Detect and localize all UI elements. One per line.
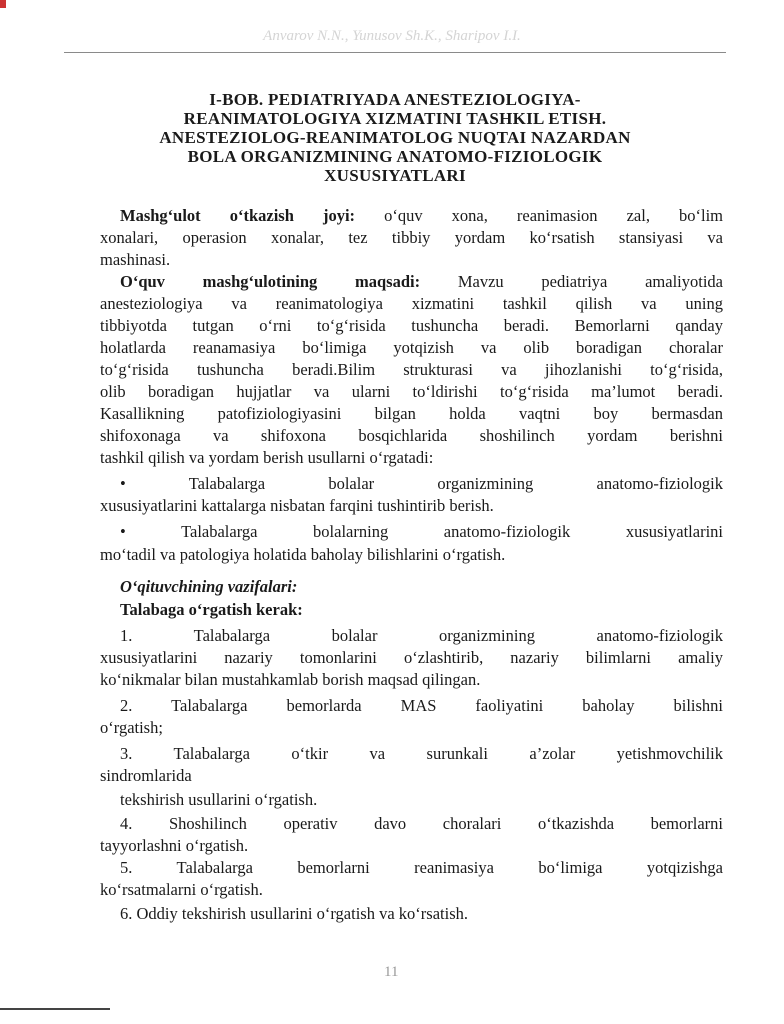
text-line: xonalari, operasion xonalar, tez tibbiy yordam ko‘rsatish stansiyasi va xyxy=(100,228,723,247)
title-line: XUSUSIYATLARI xyxy=(324,166,466,185)
text-line: xususiyatlarini kattalarga nisbatan farqini tushintirib berish. xyxy=(100,496,494,515)
teacher-heading: O‘qituvchining vazifalari: xyxy=(120,577,298,596)
text: o‘quv xona, reanimasion zal, bo‘lim xyxy=(355,206,723,225)
text-line: ko‘rsatmalarni o‘rgatish. xyxy=(100,880,263,899)
text-line: olib boradigan hujjatlar va ularni to‘ldirishi to‘g‘risida ma’lumot beradi. xyxy=(100,382,723,401)
text-line: tashkil qilish va yordam berish usullarni o‘rgatadi: xyxy=(100,448,434,467)
label-location: Mashg‘ulot o‘tkazish joyi: xyxy=(120,206,356,225)
chapter-title xyxy=(110,90,680,185)
header-rule xyxy=(64,52,726,53)
list-item-line: 6. Oddiy tekshirish usullarini o‘rgatish va ko‘rsatish. xyxy=(120,904,468,923)
text-line: sindromlarida xyxy=(100,766,192,785)
title-line: BOLA ORGANIZMINING ANATOMO-FIZIOLOGIK xyxy=(187,147,603,166)
text-line: holatlarda reanamasiya bo‘limiga yotqizish va olib boradigan choralar xyxy=(100,338,723,357)
bullet-line: • Talabalarga bolalarning anatomo-fiziologik xususiyatlarini xyxy=(120,522,723,541)
text-line: xususiyatlarini nazariy tomonlarini o‘zlashtirib, nazariy bilimlarni amaliy xyxy=(100,648,723,667)
text-line: tibbiyotda tutgan o‘rni to‘g‘risida tushuncha beradi. Bemorlarni qanday xyxy=(100,316,723,335)
list-item-line: 4. Shoshilinch operativ davo choralari o‘tkazishda bemorlarni xyxy=(120,814,723,833)
text-line: anesteziologiya va reanimatologiya xizmatini tashkil qilish va uning xyxy=(100,294,723,313)
running-head: Anvarov N.N., Yunusov Sh.K., Sharipov I.I. xyxy=(263,28,521,44)
text-line: shifoxonaga va shifoxona bosqichlarida shoshilinch yordam berishni xyxy=(100,426,723,445)
title-line: ANESTEZIOLOG-REANIMATOLOG NUQTAI NAZARDAN xyxy=(159,128,631,147)
bullet-line: • Talabalarga bolalar organizmining anatomo-fiziologik xyxy=(120,474,723,493)
list-item-line: 5. Talabalarga bemorlarni reanimasiya bo‘limiga yotqizishga xyxy=(120,858,723,877)
text-line xyxy=(120,206,723,226)
text-line: o‘rgatish; xyxy=(100,718,163,737)
teach-heading: Talabaga o‘rgatish kerak: xyxy=(120,600,303,619)
text-line: tekshirish usullarini o‘rgatish. xyxy=(120,790,318,809)
text-line: tayyorlashni o‘rgatish. xyxy=(100,836,249,855)
text-line xyxy=(120,272,723,292)
text-line: ko‘nikmalar bilan mustahkamlab borish maqsad qilingan. xyxy=(100,670,481,689)
text-line: mashinasi. xyxy=(100,250,171,269)
text-line: mo‘tadil va patologiya holatida baholay bilishlarini o‘rgatish. xyxy=(100,545,506,564)
list-item-line: 1. Talabalarga bolalar organizmining anatomo-fiziologik xyxy=(120,626,723,645)
scan-edge xyxy=(0,1008,110,1010)
label-goal: O‘quv mashg‘ulotining maqsadi: xyxy=(120,272,421,291)
list-item-line: 3. Talabalarga o‘tkir va surunkali a’zolar yetishmovchilik xyxy=(120,744,723,763)
page-number: 11 xyxy=(384,964,399,980)
title-line: REANIMATOLOGIYA XIZMATINI TASHKIL ETISH. xyxy=(183,109,607,128)
text-line: to‘g‘risida tushuncha beradi.Bilim strukturasi va jihozlanishi to‘g‘risida, xyxy=(100,360,723,379)
text-line: Kasallikning patofiziologiyasini bilgan holda vaqtni boy bermasdan xyxy=(100,404,723,423)
text: Mavzu pediatriya amaliyotida xyxy=(420,272,723,291)
list-item-line: 2. Talabalarga bemorlarda MAS faoliyatini baholay bilishni xyxy=(120,696,723,715)
title-line: I-BOB. PEDIATRIYADA ANESTEZIOLOGIYA- xyxy=(209,90,581,109)
scan-mark xyxy=(0,0,6,8)
